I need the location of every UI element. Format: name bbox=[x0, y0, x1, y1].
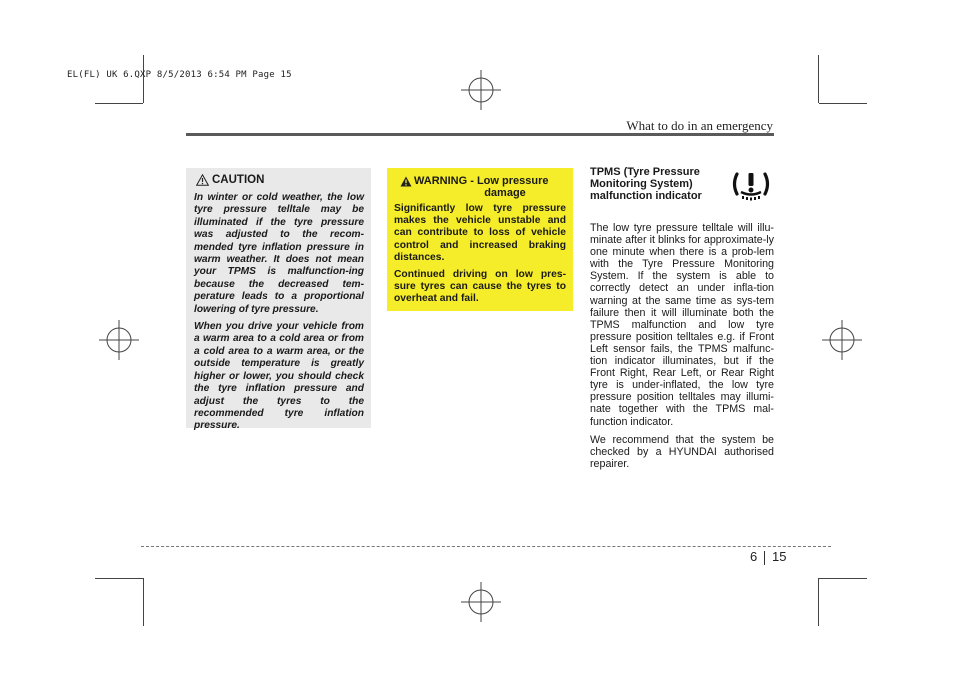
header-rule bbox=[186, 133, 774, 136]
chapter-number: 6 bbox=[750, 549, 758, 564]
page-number: 15 bbox=[772, 549, 787, 564]
caution-label: CAUTION bbox=[212, 174, 265, 186]
registration-mark-icon bbox=[820, 318, 864, 362]
caution-paragraph: When you drive your vehicle from a warm area to a cold area or from a cold area to a warm area, or the outside temperature is greatly higher or lower, you should check the tyre inflation pressure and adjust the tyres to the recommended tyre inflation pressure. bbox=[194, 321, 364, 432]
registration-mark-icon bbox=[459, 68, 503, 112]
registration-mark-icon bbox=[97, 318, 141, 362]
tpms-heading-line: malfunction indicator bbox=[590, 190, 702, 203]
crop-mark bbox=[818, 578, 819, 626]
crop-mark bbox=[95, 103, 143, 104]
warning-paragraph: Continued driving on low pres-sure tyres can cause the tyres to overheat and fail. bbox=[394, 269, 566, 305]
warning-triangle-outline-icon bbox=[196, 174, 209, 186]
warning-box bbox=[387, 168, 573, 311]
crop-mark bbox=[818, 55, 819, 103]
tpms-heading-line: TPMS (Tyre Pressure bbox=[590, 166, 700, 178]
caution-box bbox=[186, 168, 371, 432]
section-header-title: What to do in an emergency bbox=[626, 118, 773, 133]
warning-paragraph: Significantly low tyre pressure makes the vehicle unstable and can contribute to loss of vehicle control and increased braking distances. bbox=[394, 203, 566, 263]
crop-mark bbox=[819, 578, 867, 579]
warning-subject-line1: - Low pressure bbox=[470, 175, 549, 187]
crop-mark bbox=[95, 578, 143, 579]
tpms-heading-line: Monitoring System) bbox=[590, 178, 693, 191]
tpms-paragraph: The low tyre pressure telltale will illu-minate after it blinks for approximate-ly one minute when there is a prob-lem with the Tyre Pressure Monitoring System. If the system is able to correctly detect an under infla-tion warning at the same time as sys-tem failure then it will illuminate both the TPMS malfunction and low tyre pressure position telltales e.g. if Front Left sensor fails, the TPMS malfunc-tion indicator illuminates, but if the Front Right, Rear Left, or Rear Right tyre is under-inflated, the low tyre pressure position telltales may illumi-nate together with the TPMS mal-function indicator. bbox=[590, 222, 774, 428]
footer-rule bbox=[141, 546, 831, 547]
tpms-telltale-icon bbox=[728, 166, 774, 204]
crop-mark bbox=[143, 578, 144, 626]
warning-label: WARNING bbox=[414, 175, 468, 187]
caution-heading bbox=[194, 174, 364, 190]
page-number-separator bbox=[764, 551, 765, 565]
tpms-paragraph: We recommend that the system be checked by a HYUNDAI authorised repairer. bbox=[590, 433, 774, 470]
crop-mark bbox=[819, 103, 867, 104]
warning-heading bbox=[394, 175, 566, 199]
print-slug: EL(FL) UK 6.QXP 8/5/2013 6:54 PM Page 15 bbox=[67, 70, 292, 80]
warning-subject-line2: damage bbox=[484, 187, 526, 199]
caution-paragraph: In winter or cold weather, the low tyre pressure telltale may be illuminated if the tyre pressure was adjusted to the recom-mended tyre inflation pressure in warm weather. It does not mean your TPMS is malfunction-ing because the decreased tem-perature leads to a proportional lowering of tyre pressure. bbox=[194, 192, 364, 315]
tpms-heading bbox=[590, 166, 720, 203]
tpms-body bbox=[590, 222, 774, 476]
warning-triangle-filled-icon bbox=[400, 176, 412, 187]
registration-mark-icon bbox=[459, 580, 503, 624]
